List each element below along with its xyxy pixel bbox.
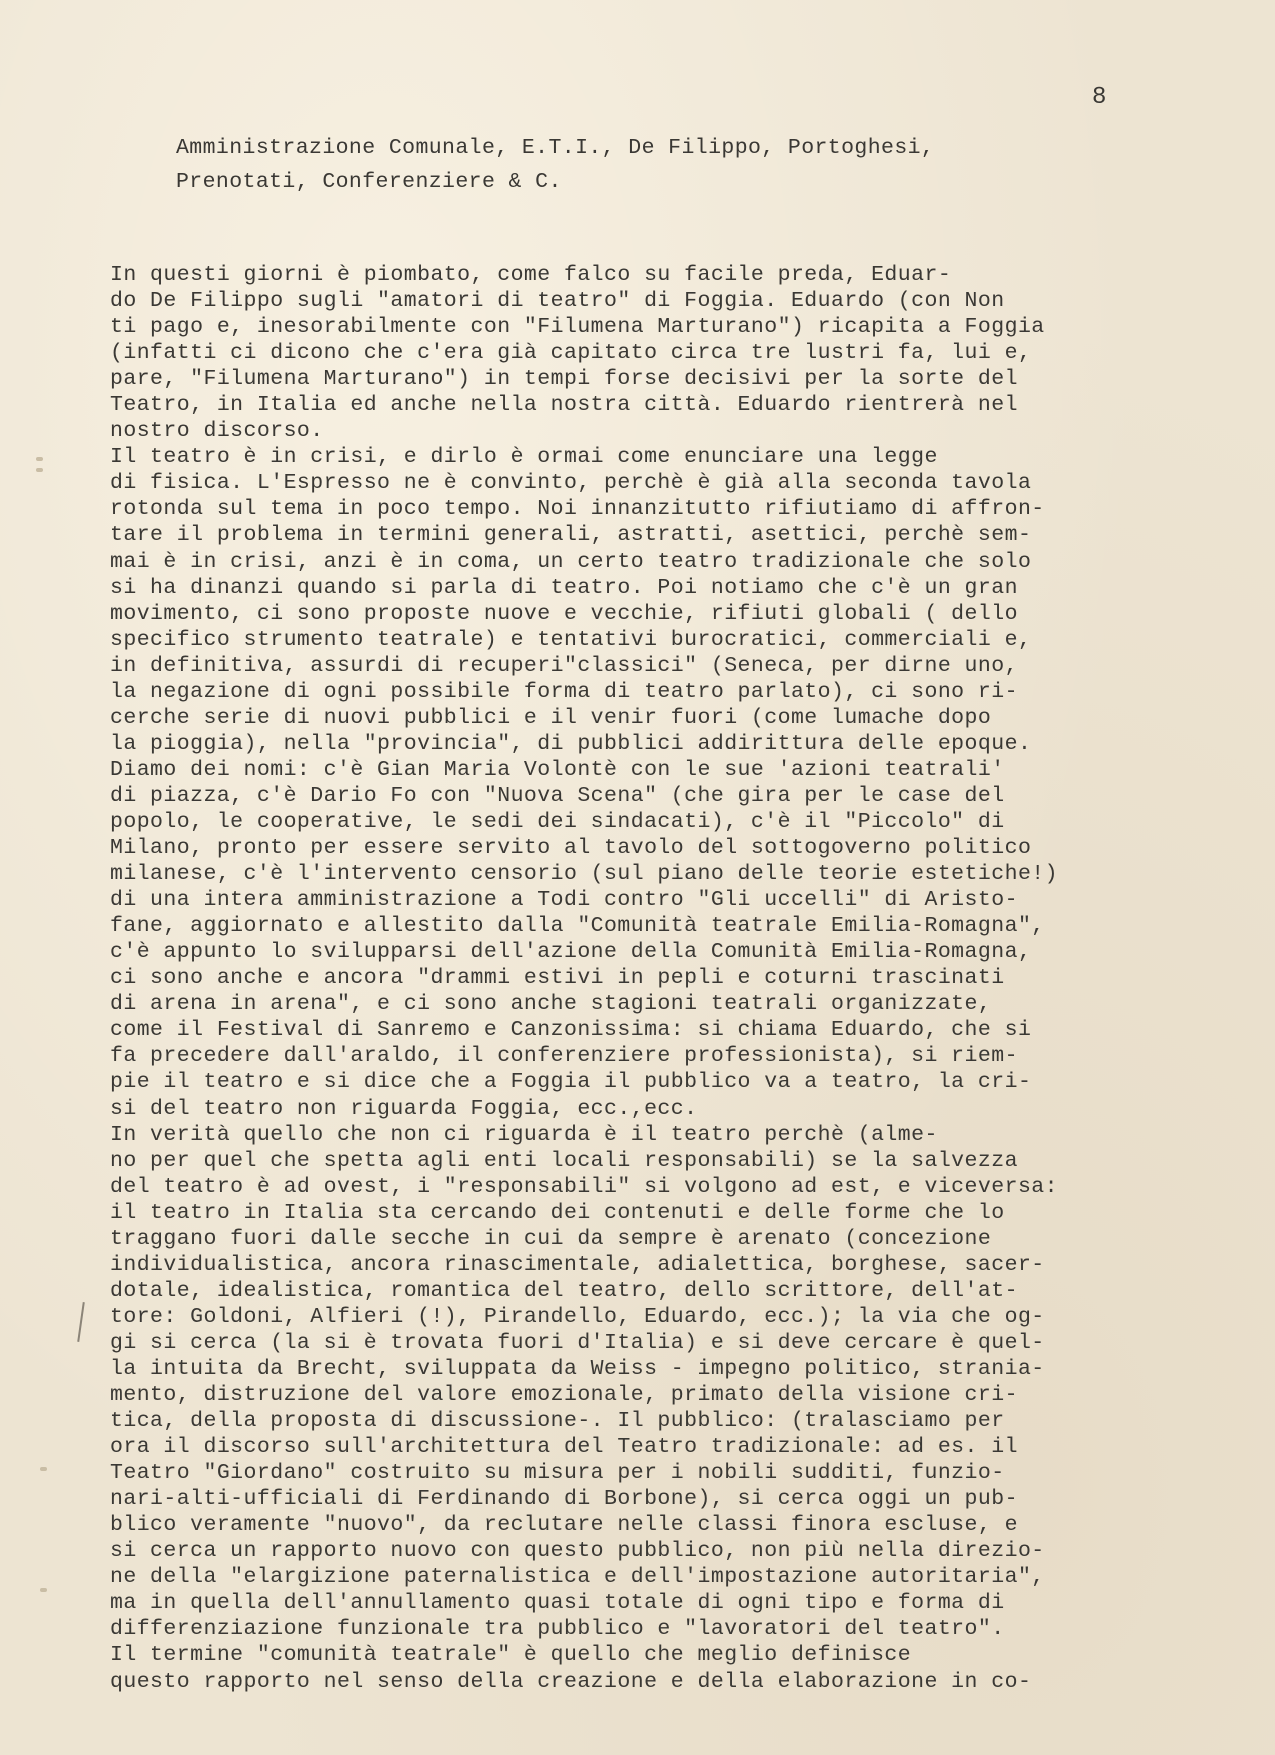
- paper-mark: [40, 1588, 47, 1592]
- text-line: pie il teatro e si dice che a Foggia il pubblico va a teatro, la cri-: [110, 1070, 1032, 1095]
- text-line: In questi giorni è piombato, come falco su facile preda, Eduar-: [110, 263, 952, 287]
- text-line: ti pago e, inesorabilmente con "Filumena Marturano") ricapita a Foggia: [110, 315, 1045, 340]
- text-line: Il teatro è in crisi, e dirlo è ormai come enunciare una legge: [110, 445, 938, 470]
- text-line: Teatro "Giordano" costruito su misura per i nobili sudditi, funzio-: [110, 1461, 1005, 1486]
- text-line: questo rapporto nel senso della creazione e della elaborazione in co-: [110, 1669, 1032, 1694]
- text-line: Diamo dei nomi: c'è Gian Maria Volontè con le sue 'azioni teatrali': [110, 757, 1005, 782]
- title-line: Amministrazione Comunale, E.T.I., De Filippo, Portoghesi,: [176, 136, 935, 160]
- text-line: la negazione di ogni possibile forma di teatro parlato), ci sono ri-: [110, 679, 1018, 704]
- text-line: In verità quello che non ci riguarda è il teatro perchè (alme-: [110, 1122, 938, 1147]
- text-line: tare il problema in termini generali, astratti, asettici, perchè sem-: [110, 523, 1032, 548]
- text-line: si cerca un rapporto nuovo con questo pubblico, non più nella direzio-: [110, 1539, 1045, 1564]
- article-body: [110, 262, 1200, 1695]
- text-line: milanese, c'è l'intervento censorio (sul piano delle teorie estetiche!): [110, 862, 1058, 887]
- text-line: nari-alti-ufficiali di Ferdinando di Borbone), si cerca oggi un pub-: [110, 1487, 1018, 1512]
- text-line: popolo, le cooperative, le sedi dei sindacati), c'è il "Piccolo" di: [110, 809, 1005, 834]
- text-line: mento, distruzione del valore emozionale, primato della visione cri-: [110, 1383, 1018, 1408]
- text-line: c'è appunto lo svilupparsi dell'azione della Comunità Emilia-Romagna,: [110, 940, 1032, 965]
- text-line: (infatti ci dicono che c'era già capitato circa tre lustri fa, lui e,: [110, 341, 1032, 366]
- paper-mark: [36, 468, 43, 472]
- text-line: ci sono anche e ancora "drammi estivi in pepli e coturni trascinati: [110, 966, 1005, 991]
- text-line: nostro discorso.: [110, 419, 324, 444]
- text-line: ora il discorso sull'architettura del Teatro tradizionale: ad es. il: [110, 1435, 1018, 1460]
- text-line: no per quel che spetta agli enti locali responsabili) se la salvezza: [110, 1148, 1018, 1173]
- text-line: si del teatro non riguarda Foggia, ecc.,ecc.: [110, 1096, 698, 1121]
- text-line: ne della "elargizione paternalistica e dell'impostazione autoritaria",: [110, 1565, 1045, 1590]
- text-line: come il Festival di Sanremo e Canzonissima: si chiama Eduardo, che si: [110, 1018, 1032, 1043]
- text-line: fa precedere dall'araldo, il conferenziere professionista), si riem-: [110, 1044, 1018, 1069]
- text-line: Teatro, in Italia ed anche nella nostra città. Eduardo rientrerà nel: [110, 393, 1018, 418]
- text-line: il teatro in Italia sta cercando dei contenuti e delle forme che lo: [110, 1200, 1005, 1225]
- paper-mark: [36, 457, 43, 461]
- title-line: Prenotati, Conferenziere & C.: [176, 170, 562, 194]
- text-line: differenziazione funzionale tra pubblico e "lavoratori del teatro".: [110, 1617, 1005, 1642]
- text-line: individualistica, ancora rinascimentale, adialettica, borghese, sacer-: [110, 1252, 1045, 1277]
- text-line: pare, "Filumena Marturano") in tempi forse decisivi per la sorte del: [110, 367, 1018, 392]
- text-line: Milano, pronto per essere servito al tavolo del sottogoverno politico: [110, 836, 1032, 861]
- margin-pencil-mark: [77, 1302, 85, 1342]
- text-line: di una intera amministrazione a Todi contro "Gli uccelli" di Aristo-: [110, 888, 1018, 913]
- text-line: cerche serie di nuovi pubblici e il venir fuori (come lumache dopo: [110, 705, 992, 730]
- text-line: Il termine "comunità teatrale" è quello che meglio definisce: [110, 1643, 912, 1668]
- text-line: di piazza, c'è Dario Fo con "Nuova Scena" (che gira per le case del: [110, 783, 1005, 808]
- text-line: traggano fuori dalle secche in cui da sempre è arenato (concezione: [110, 1226, 992, 1251]
- text-line: la intuita da Brecht, sviluppata da Weiss - impegno politico, strania-: [110, 1356, 1045, 1381]
- text-line: gi si cerca (la si è trovata fuori d'Italia) e si deve cercare è quel-: [110, 1330, 1045, 1355]
- page-number: 8: [1092, 84, 1107, 111]
- text-line: mai è in crisi, anzi è in coma, un certo teatro tradizionale che solo: [110, 549, 1032, 574]
- text-line: blico veramente "nuovo", da reclutare nelle classi finora escluse, e: [110, 1513, 1018, 1538]
- text-line: di arena in arena", e ci sono anche stagioni teatrali organizzate,: [110, 992, 992, 1017]
- text-line: rotonda sul tema in poco tempo. Noi innanzitutto rifiutiamo di affron-: [110, 497, 1045, 522]
- text-line: do De Filippo sugli "amatori di teatro" di Foggia. Eduardo (con Non: [110, 289, 1005, 314]
- text-line: fane, aggiornato e allestito dalla "Comunità teatrale Emilia-Romagna",: [110, 914, 1045, 939]
- text-line: di fisica. L'Espresso ne è convinto, perchè è già alla seconda tavola: [110, 471, 1032, 496]
- text-line: del teatro è ad ovest, i "responsabili" si volgono ad est, e viceversa:: [110, 1174, 1058, 1199]
- text-line: movimento, ci sono proposte nuove e vecchie, rifiuti globali ( dello: [110, 601, 1018, 626]
- paper-mark: [40, 1467, 47, 1471]
- text-line: specifico strumento teatrale) e tentativi burocratici, commerciali e,: [110, 627, 1032, 652]
- text-line: tore: Goldoni, Alfieri (!), Pirandello, Eduardo, ecc.); la via che og-: [110, 1304, 1045, 1329]
- text-line: in definitiva, assurdi di recuperi"classici" (Seneca, per dirne uno,: [110, 653, 1018, 678]
- text-line: la pioggia), nella "provincia", di pubblici addirittura delle epoque.: [110, 731, 1032, 756]
- text-line: dotale, idealistica, romantica del teatro, dello scrittore, dell'at-: [110, 1278, 1018, 1303]
- text-line: tica, della proposta di discussione-. Il pubblico: (tralasciamo per: [110, 1409, 1005, 1434]
- text-line: si ha dinanzi quando si parla di teatro. Poi notiamo che c'è un gran: [110, 575, 1018, 600]
- text-line: ma in quella dell'annullamento quasi totale di ogni tipo e forma di: [110, 1591, 1005, 1616]
- article-title: [176, 131, 1176, 199]
